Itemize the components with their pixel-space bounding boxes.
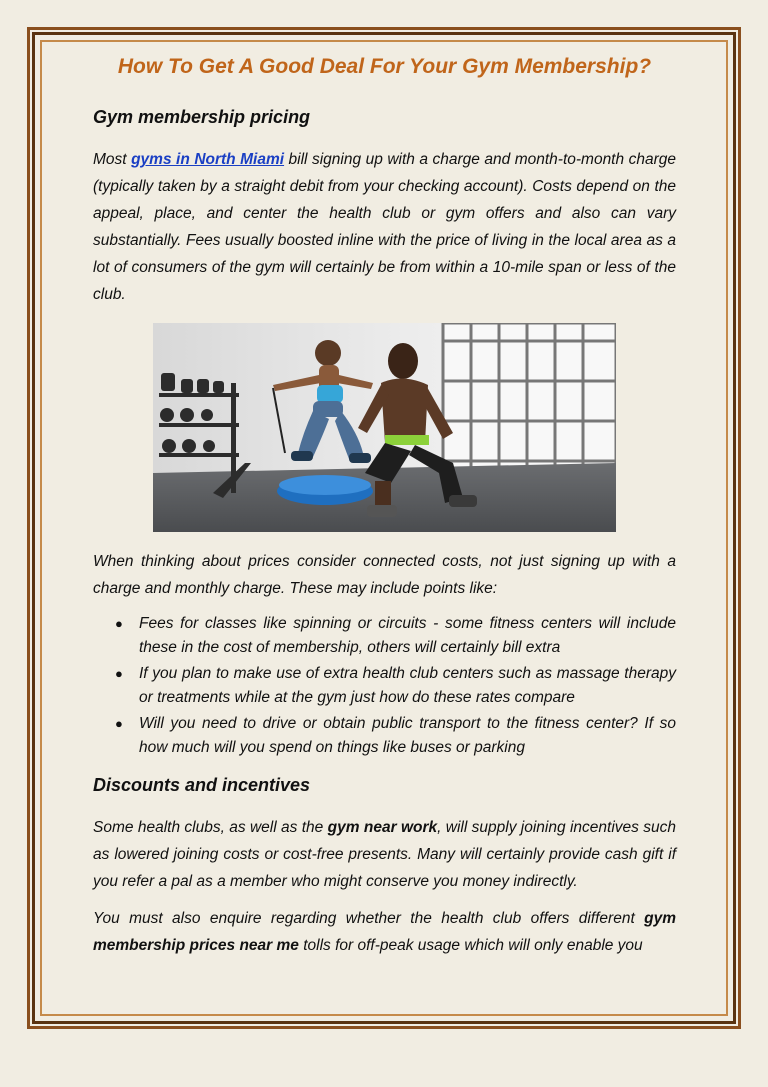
document-body xyxy=(93,52,676,959)
list-item xyxy=(115,662,676,709)
paragraph-pricing xyxy=(93,146,676,308)
paragraph-text: bill signing up with a charge and month-to-month charge (typically taken by a straight debit from your checking account). Costs depend on the appeal, place, and center the health club or gym offers and also can vary substantially. Fees usually boosted inline with the price of living in the local area as a lot of consumers of the gym will certainly be from within a 10-mile span or less of the club. xyxy=(93,151,676,303)
gym-workout-photo xyxy=(153,323,616,532)
paragraph-costs: When thinking about prices consider connected costs, not just signing up with a charge and monthly charge. These may include points like: xyxy=(93,553,676,597)
paragraph-text: Some health clubs, as well as the xyxy=(93,819,328,836)
document-title: How To Get A Good Deal For Your Gym Membership? xyxy=(117,55,652,78)
bullet-icon: ● xyxy=(115,666,123,681)
gyms-north-miami-link[interactable]: gyms in North Miami xyxy=(131,151,285,168)
bullet-list xyxy=(93,612,676,759)
gym-photo-illustration xyxy=(153,323,616,532)
list-item-text: If you plan to make use of extra health club centers such as massage therapy or treatments while at the gym just how do these rates compare xyxy=(139,665,676,706)
bullet-icon: ● xyxy=(115,716,123,731)
section-heading-pricing: Gym membership pricing xyxy=(93,107,311,127)
list-item-text: Fees for classes like spinning or circuits - some fitness centers will include these in the cost of membership, others will certainly bill extra xyxy=(139,615,676,656)
paragraph-off-peak xyxy=(93,905,676,959)
list-item-text: Will you need to drive or obtain public transport to the fitness center? If so how much will you spend on things like buses or parking xyxy=(139,715,676,756)
bullet-icon: ● xyxy=(115,616,123,631)
paragraph-text: Most xyxy=(93,151,132,168)
paragraph-text: You must also enquire regarding whether the health club offers different xyxy=(93,910,645,927)
bold-phrase: gym near work xyxy=(327,819,438,836)
list-item xyxy=(115,712,676,759)
paragraph-text: tolls for off-peak usage which will only enable you xyxy=(298,937,643,954)
bold-phrase: gym membership prices near me xyxy=(93,910,676,954)
list-item xyxy=(115,612,676,659)
paragraph-text: , will supply joining incentives such as lowered joining costs or cost-free presents. Many will certainly provide cash gift if you refer a pal as a member who might conserve you money indirectly. xyxy=(93,819,676,890)
section-heading-discounts: Discounts and incentives xyxy=(93,775,311,795)
paragraph-incentives xyxy=(93,814,676,895)
